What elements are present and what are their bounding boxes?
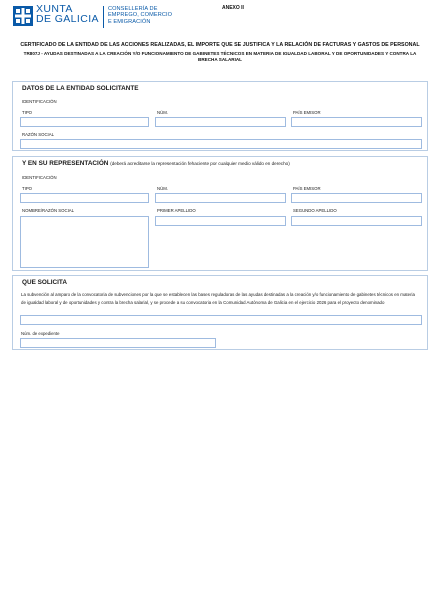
primer-apellido-field[interactable] [155,216,286,226]
pais-emisor-field[interactable] [291,193,422,203]
nombre-field[interactable] [20,216,149,268]
segundo-apellido-field[interactable] [291,216,422,226]
logo-wordmark [36,4,99,24]
department-name [108,6,172,25]
representation-note: (deberá acreditarse la representación fehaciente por cualquier medio válido en derecho) [110,161,290,166]
representation-title: Y EN SU REPRESENTACIÓN [22,160,109,167]
section-title: DATOS DE LA ENTIDAD SOLICITANTE [22,85,139,92]
section-title [22,160,290,167]
num-field[interactable] [155,193,286,203]
nombre-label: NOMBRE/RAZÓN SOCIAL [22,208,75,213]
document-title [14,42,426,63]
num-label: NÚM. [157,186,168,191]
logo-line-1: XUNTA [36,3,73,15]
primer-apellido-label: PRIMER APELLIDO [157,208,196,213]
identification-label: IDENTIFICACIÓN [22,99,57,104]
dept-line-2: EMPREGO, COMERCIO [107,12,173,19]
section-title: QUE SOLICITA [22,279,67,286]
section-representation [12,156,428,271]
xunta-cross-logo-icon [13,6,33,26]
title-sub: TR807J - AYUDAS DESTINADAS A LA CREACIÓN Y/O FUNCIONAMIENTO DE GABINETES TÉCNICOS EN MATERIA DE IGUALDAD LABORAL Y DE OPORTUNIDADES Y CONTRA LA BRECHA SALARIAL [23,50,417,62]
dept-line-3: E EMIGRACIÓN [107,18,151,25]
annex-label: ANEXO II [222,5,244,11]
section-request [12,275,428,350]
segundo-apellido-label: SEGUNDO APELLIDO [293,208,337,213]
xunta-logo [13,4,172,28]
num-label: NÚM. [157,110,168,115]
tipo-field[interactable] [20,193,149,203]
tipo-field[interactable] [20,117,149,127]
page-header [13,4,433,34]
logo-separator [103,6,104,28]
expediente-label: Núm. de expediente [21,331,60,336]
tipo-label: TIPO [22,110,33,115]
title-main: CERTIFICADO DE LA ENTIDAD DE LAS ACCIONES REALIZADAS, EL IMPORTE QUE SE JUSTIFICA Y LA RELACIÓN DE FACTURAS Y GASTOS DE PERSONAL [20,42,420,48]
request-text: La subvención al amparo de la convocatoria de subvenciones por la que se establecen las bases reguladoras de las ayudas destinadas a la creación y/o funcionamiento de gabinetes técnicos en materia de igualdad laboral y de oportunidades y contra la brecha salarial, y se procede a su convocatoria en la Comunidad Autónoma de Galicia en el ejercicio 2026 para el proyecto denominado [21,292,415,305]
section-entity-data [12,81,428,151]
num-field[interactable] [155,117,286,127]
identification-label: IDENTIFICACIÓN [22,175,57,180]
pais-emisor-field[interactable] [291,117,422,127]
razon-social-field[interactable] [20,139,422,149]
project-name-field[interactable] [20,315,422,325]
razon-social-label: RAZÓN SOCIAL [22,132,54,137]
dept-line-1: CONSELLERÍA DE [107,6,158,12]
tipo-label: TIPO [22,186,33,191]
expediente-field[interactable] [20,338,216,348]
pais-emisor-label: PAÍS EMISOR [293,186,321,191]
logo-line-2: DE GALICIA [36,13,99,25]
pais-emisor-label: PAÍS EMISOR [293,110,321,115]
